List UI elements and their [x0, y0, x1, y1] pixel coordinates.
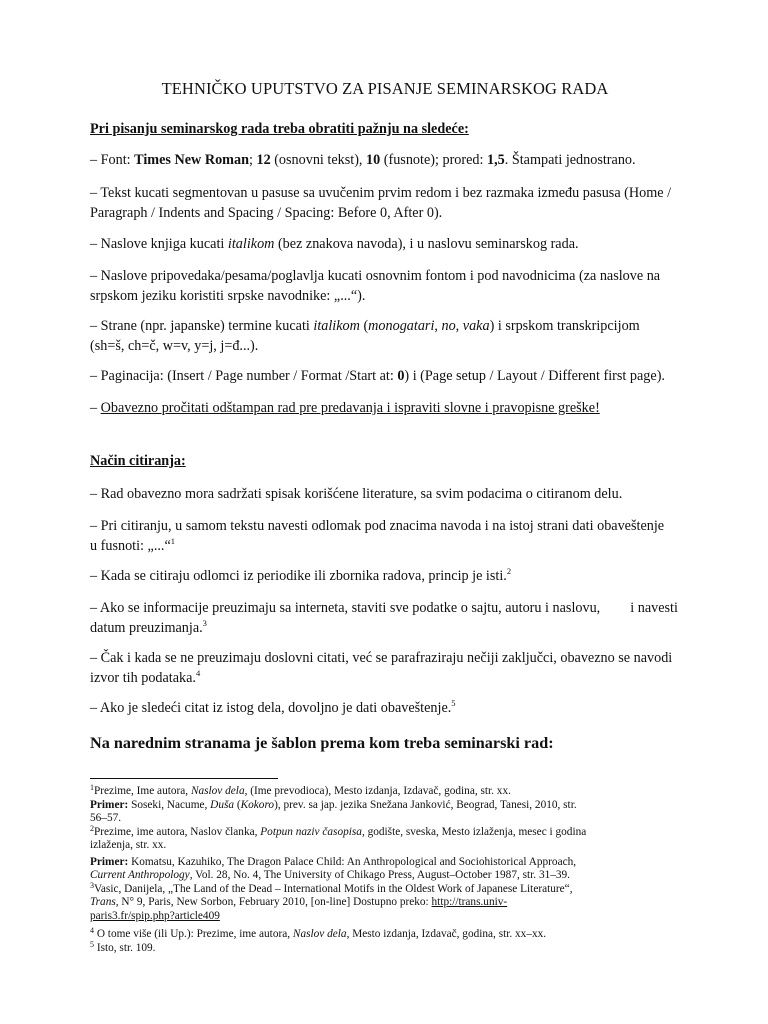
- rule-paragraphs: – Tekst kucati segmentovan u pasuse sa uvučenim prvim redom i bez razmaka između pasusa (Home / Paragraph / Indents and Spacing / Spacing: Before 0, After 0).: [90, 185, 672, 221]
- footnote-ref-2[interactable]: 2: [506, 566, 512, 576]
- citing-quotes: – Pri citiranju, u samom tekstu navesti odlomak pod znacima navoda i na istoj strani dati obaveštenje u fusnoti: „...“$^1$: [90, 518, 665, 554]
- footnote-ref-5[interactable]: 5: [451, 698, 456, 708]
- footnote-2: $^2$Prezime, ime autora, Naslov članka, Potpun naziv časopisa, godište, sveska, Mesto izlaženja, mesec i godina izlaženja, str. xx.: [90, 824, 587, 852]
- footnote-ref-1[interactable]: 1: [170, 536, 176, 546]
- footnote-5: $^5$ Isto, str. 109.: [90, 940, 156, 954]
- page-title: TEHNIČKO UPUTSTVO ZA PISANJE SEMINARSKOG RADA: [161, 79, 609, 98]
- footnote-ref-4[interactable]: 4: [195, 668, 201, 678]
- citing-periodicals: – Kada se citiraju odlomci iz periodike ili zbornika radova, princip je isti.$^2$: [90, 566, 512, 584]
- citing-paraphrase: – Čak i kada se ne preuzimaju doslovni citati, već se parafraziraju nečiji zaključci, obavezno se navodi izvor tih podataka.$^4$: [90, 650, 673, 686]
- rule-foreign-terms: – Strane (npr. japanske) termine kucati italikom (monogatari, no, vaka) i srpskom transkripcijom (sh=š, ch=č, w=v, y=j, j=đ...).: [90, 318, 640, 354]
- footnote-3-link[interactable]: http://trans.univ-: [431, 896, 508, 909]
- footnote-2-example: Primer: Komatsu, Kazuhiko, The Dragon Palace Child: An Anthropological and Sociohistorical Approach, Current Anthropology, Vol. 28, No. 4, The University of Chikago Press, August–October 1987, str. 31–39.: [90, 856, 577, 882]
- footnote-3-link-cont[interactable]: paris3.fr/spip.php?article409: [90, 909, 220, 922]
- rule-proofread: – Obavezno pročitati odštampan rad pre predavanja i ispraviti slovne i pravopisne greške!: [90, 400, 600, 416]
- rule-story-titles: – Naslove pripovedaka/pesama/poglavlja kucati osnovnim fontom i pod navodnicima (za naslove na srpskom jeziku koristiti srpske navodnike: „...“).: [90, 268, 661, 304]
- citing-same-work: – Ako je sledeći citat iz istog dela, dovoljno je dati obaveštenje.$^5$: [90, 698, 456, 716]
- footnote-ref-3[interactable]: 3: [202, 618, 207, 628]
- rule-font: – Font: Times New Roman; 12 (osnovni tekst), 10 (fusnote); prored: 1,5. Štampati jednostrano.: [90, 152, 636, 168]
- closing-note: Na narednim stranama je šablon prema kom treba seminarski rad:: [90, 734, 554, 752]
- footnote-1: $^1$Prezime, Ime autora, Naslov dela, (Ime prevodioca), Mesto izdanja, Izdavač, godina, str. xx.: [90, 783, 511, 797]
- footnote-separator: [90, 778, 278, 779]
- footnote-1-example: Primer: Soseki, Nacume, Duša (Kokoro), prev. sa jap. jezika Snežana Janković, Beograd, Tanesi, 2010, str. 56–57.: [90, 799, 577, 825]
- rule-book-titles: – Naslove knjiga kucati italikom (bez znakova navoda), i u naslovu seminarskog rada.: [90, 236, 579, 252]
- citing-internet: – Ako se informacije preuzimaju sa interneta, staviti sve podatke o sajtu, autoru i naslovu, i navesti datum preuzimanja.$^3$: [90, 600, 678, 636]
- citing-literature: – Rad obavezno mora sadržati spisak korišćene literature, sa svim podacima o citiranom delu.: [90, 486, 623, 502]
- section-heading-citing: Način citiranja:: [90, 453, 186, 469]
- section-heading-instructions: Pri pisanju seminarskog rada treba obratiti pažnju na sledeće:: [90, 121, 469, 137]
- rule-pagination: – Paginacija: (Insert / Page number / Format /Start at: 0) i (Page setup / Layout / Different first page).: [90, 368, 665, 384]
- footnote-3: $^3$Vasic, Danijela, „The Land of the Dead – International Motifs in the Oldest Work of Japanese Literature“, Trans, N° 9, Paris, New Sorbon, February 2010, [on-line] Dostupno preko: http://trans.univ- paris3.fr/spip.php?article409: [90, 881, 573, 922]
- footnote-4: $^4$ O tome više (ili Up.): Prezime, ime autora, Naslov dela, Mesto izdanja, Izdavač, godina, str. xx–xx.: [90, 926, 547, 940]
